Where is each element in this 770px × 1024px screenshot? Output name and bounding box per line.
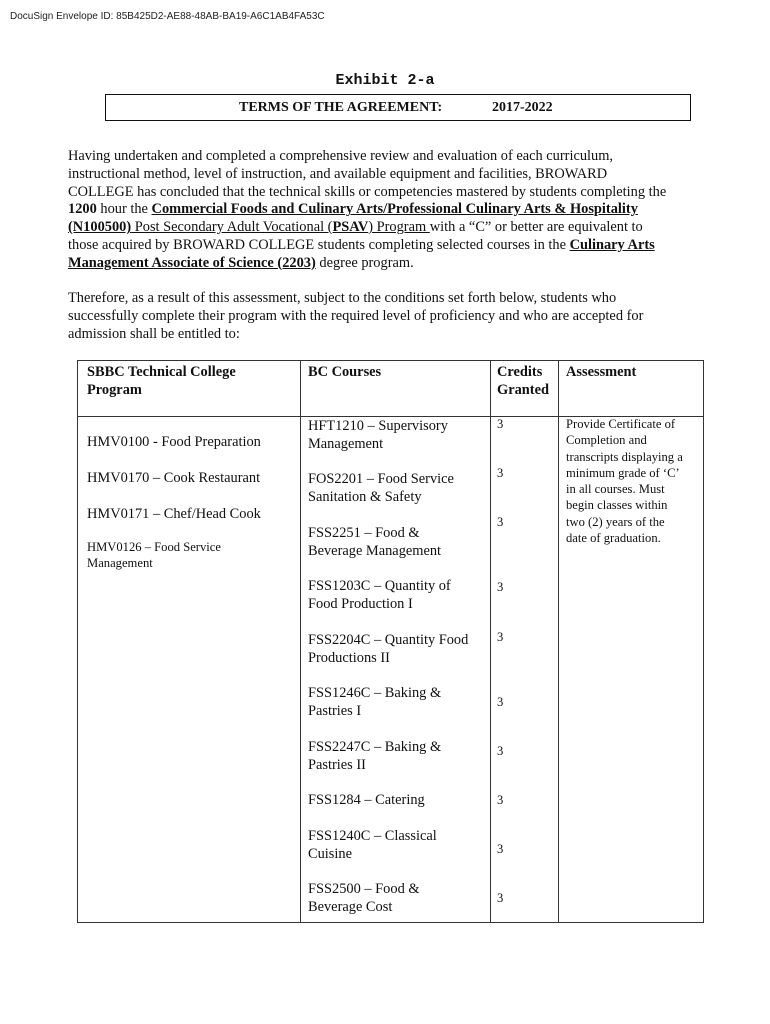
- assessment-text: [566, 416, 698, 546]
- header-text: Granted: [497, 382, 549, 398]
- paragraph-line: admission shall be entitled to:: [68, 325, 240, 342]
- text-run: degree program.: [315, 254, 414, 271]
- assessment-line: Completion and: [566, 433, 647, 448]
- paragraph-line: successfully complete their program with the required level of proficiency and who are accepted for: [68, 307, 644, 324]
- hours-value: 1200: [68, 201, 97, 218]
- paragraph-line: [68, 237, 698, 255]
- bc-course-row: [308, 880, 420, 916]
- sbbc-program-line: Management: [87, 556, 153, 570]
- paragraph-entitlement: [68, 290, 698, 343]
- text-run: those acquired by BROWARD COLLEGE students completing selected courses in the: [68, 236, 570, 253]
- assessment-line: in all courses. Must: [566, 482, 665, 497]
- bc-course-row: [308, 827, 437, 863]
- sbbc-program-item: HMV0100 - Food Preparation: [87, 434, 261, 450]
- paragraph-line: COLLEGE has concluded that the technical skills or competencies mastered by students completing the: [68, 183, 667, 200]
- bc-course-row: [308, 684, 441, 720]
- paragraph-line: [68, 219, 698, 237]
- text-run: Post Secondary Adult Vocational (: [131, 219, 333, 236]
- assessment-line: Provide Certificate of: [566, 417, 676, 431]
- bc-course-row: [308, 470, 454, 506]
- bc-program-name-cont: Management Associate of Science (2203): [68, 254, 316, 271]
- bc-course-line: FSS1240C – Classical: [308, 828, 437, 844]
- header-text: Program: [87, 382, 142, 398]
- header-assessment: Assessment: [566, 364, 637, 380]
- bc-course-row: [308, 524, 441, 560]
- bc-course-row: [308, 631, 468, 667]
- bc-course-line: Pastries I: [308, 703, 362, 719]
- text-run: with a “C” or better are equivalent to: [429, 219, 643, 236]
- paragraph-line: Therefore, as a result of this assessment, subject to the conditions set forth below, students who: [68, 290, 617, 306]
- assessment-line: date of graduation.: [566, 531, 661, 546]
- credits-value: 3: [497, 630, 504, 644]
- header-credits-granted: [497, 363, 549, 399]
- bc-course-line: FOS2201 – Food Service: [308, 471, 454, 487]
- bc-course-line: FSS1246C – Baking &: [308, 685, 442, 701]
- bc-course-line: Productions II: [308, 650, 390, 666]
- header-text: SBBC Technical College: [87, 364, 236, 380]
- sbbc-program-item: HMV0170 – Cook Restaurant: [87, 470, 261, 486]
- header-sbbc-program: [87, 363, 236, 399]
- credits-value: 3: [497, 793, 504, 807]
- assessment-line: two (2) years of the: [566, 514, 665, 529]
- sbbc-program-line: HMV0126 – Food Service: [87, 540, 221, 554]
- paragraph-line: [68, 201, 698, 219]
- paragraph-line: [68, 255, 698, 273]
- docusign-envelope-id: DocuSign Envelope ID: 85B425D2-AE88-48AB-BA19-A6C1AB4FA53C: [10, 11, 325, 22]
- column-divider: [300, 361, 301, 922]
- bc-course-row: [308, 791, 425, 809]
- bc-course-line: FSS2247C – Baking &: [308, 739, 442, 755]
- bc-course-line: FSS1203C – Quantity of: [308, 578, 451, 594]
- paragraph-line: Having undertaken and completed a comprehensive review and evaluation of each curriculum,: [68, 148, 614, 164]
- terms-years: 2017-2022: [492, 100, 553, 115]
- credits-value: 3: [497, 417, 504, 431]
- psav-abbrev: PSAV: [332, 219, 369, 236]
- bc-course-line: Food Production I: [308, 596, 413, 612]
- bc-course-line: FSS1284 – Catering: [308, 792, 425, 808]
- exhibit-title: Exhibit 2-a: [335, 72, 435, 89]
- header-text: Credits: [497, 364, 543, 380]
- bc-course-row: [308, 577, 451, 613]
- terms-label: TERMS OF THE AGREEMENT:: [239, 100, 443, 115]
- sbbc-program-name: Commercial Foods and Culinary Arts/Professional Culinary Arts & Hospitality: [151, 201, 638, 218]
- paragraph-line: instructional method, level of instruction, and available equipment and facilities, BROWARD: [68, 165, 608, 182]
- credits-value: 3: [497, 580, 504, 594]
- bc-course-line: Beverage Management: [308, 543, 442, 559]
- bc-course-row: [308, 738, 441, 774]
- column-divider: [490, 361, 491, 922]
- credits-value: 3: [497, 695, 504, 709]
- bc-course-line: HFT1210 – Supervisory: [308, 418, 448, 434]
- bc-program-name: Culinary Arts: [569, 236, 655, 253]
- assessment-line: minimum grade of ‘C’: [566, 465, 680, 480]
- credits-value: 3: [497, 842, 504, 856]
- bc-course-line: FSS2500 – Food &: [308, 881, 420, 897]
- paragraph-equivalency: [68, 148, 698, 273]
- bc-course-line: FSS2251 – Food &: [308, 525, 420, 541]
- bc-course-line: Pastries II: [308, 757, 366, 773]
- credits-value: 3: [497, 891, 504, 905]
- credits-value: 3: [497, 466, 504, 480]
- bc-course-line: FSS2204C – Quantity Food: [308, 632, 469, 648]
- text-run: ) Program: [368, 219, 430, 236]
- credits-value: 3: [497, 515, 504, 529]
- bc-course-line: Cuisine: [308, 846, 352, 862]
- assessment-line: begin classes within: [566, 498, 668, 513]
- program-code: (N100500): [68, 219, 132, 236]
- terms-box: [105, 94, 691, 121]
- bc-course-line: Beverage Cost: [308, 899, 393, 915]
- sbbc-program-item: [87, 539, 221, 571]
- column-divider: [558, 361, 559, 922]
- credits-value: 3: [497, 744, 504, 758]
- header-bc-courses: BC Courses: [308, 364, 382, 380]
- bc-course-line: Management: [308, 436, 384, 452]
- sbbc-program-item: HMV0171 – Chef/Head Cook: [87, 506, 261, 522]
- bc-course-row: [308, 417, 448, 453]
- assessment-line: transcripts displaying a: [566, 449, 683, 464]
- bc-course-line: Sanitation & Safety: [308, 489, 422, 505]
- text-run: hour the: [96, 201, 152, 218]
